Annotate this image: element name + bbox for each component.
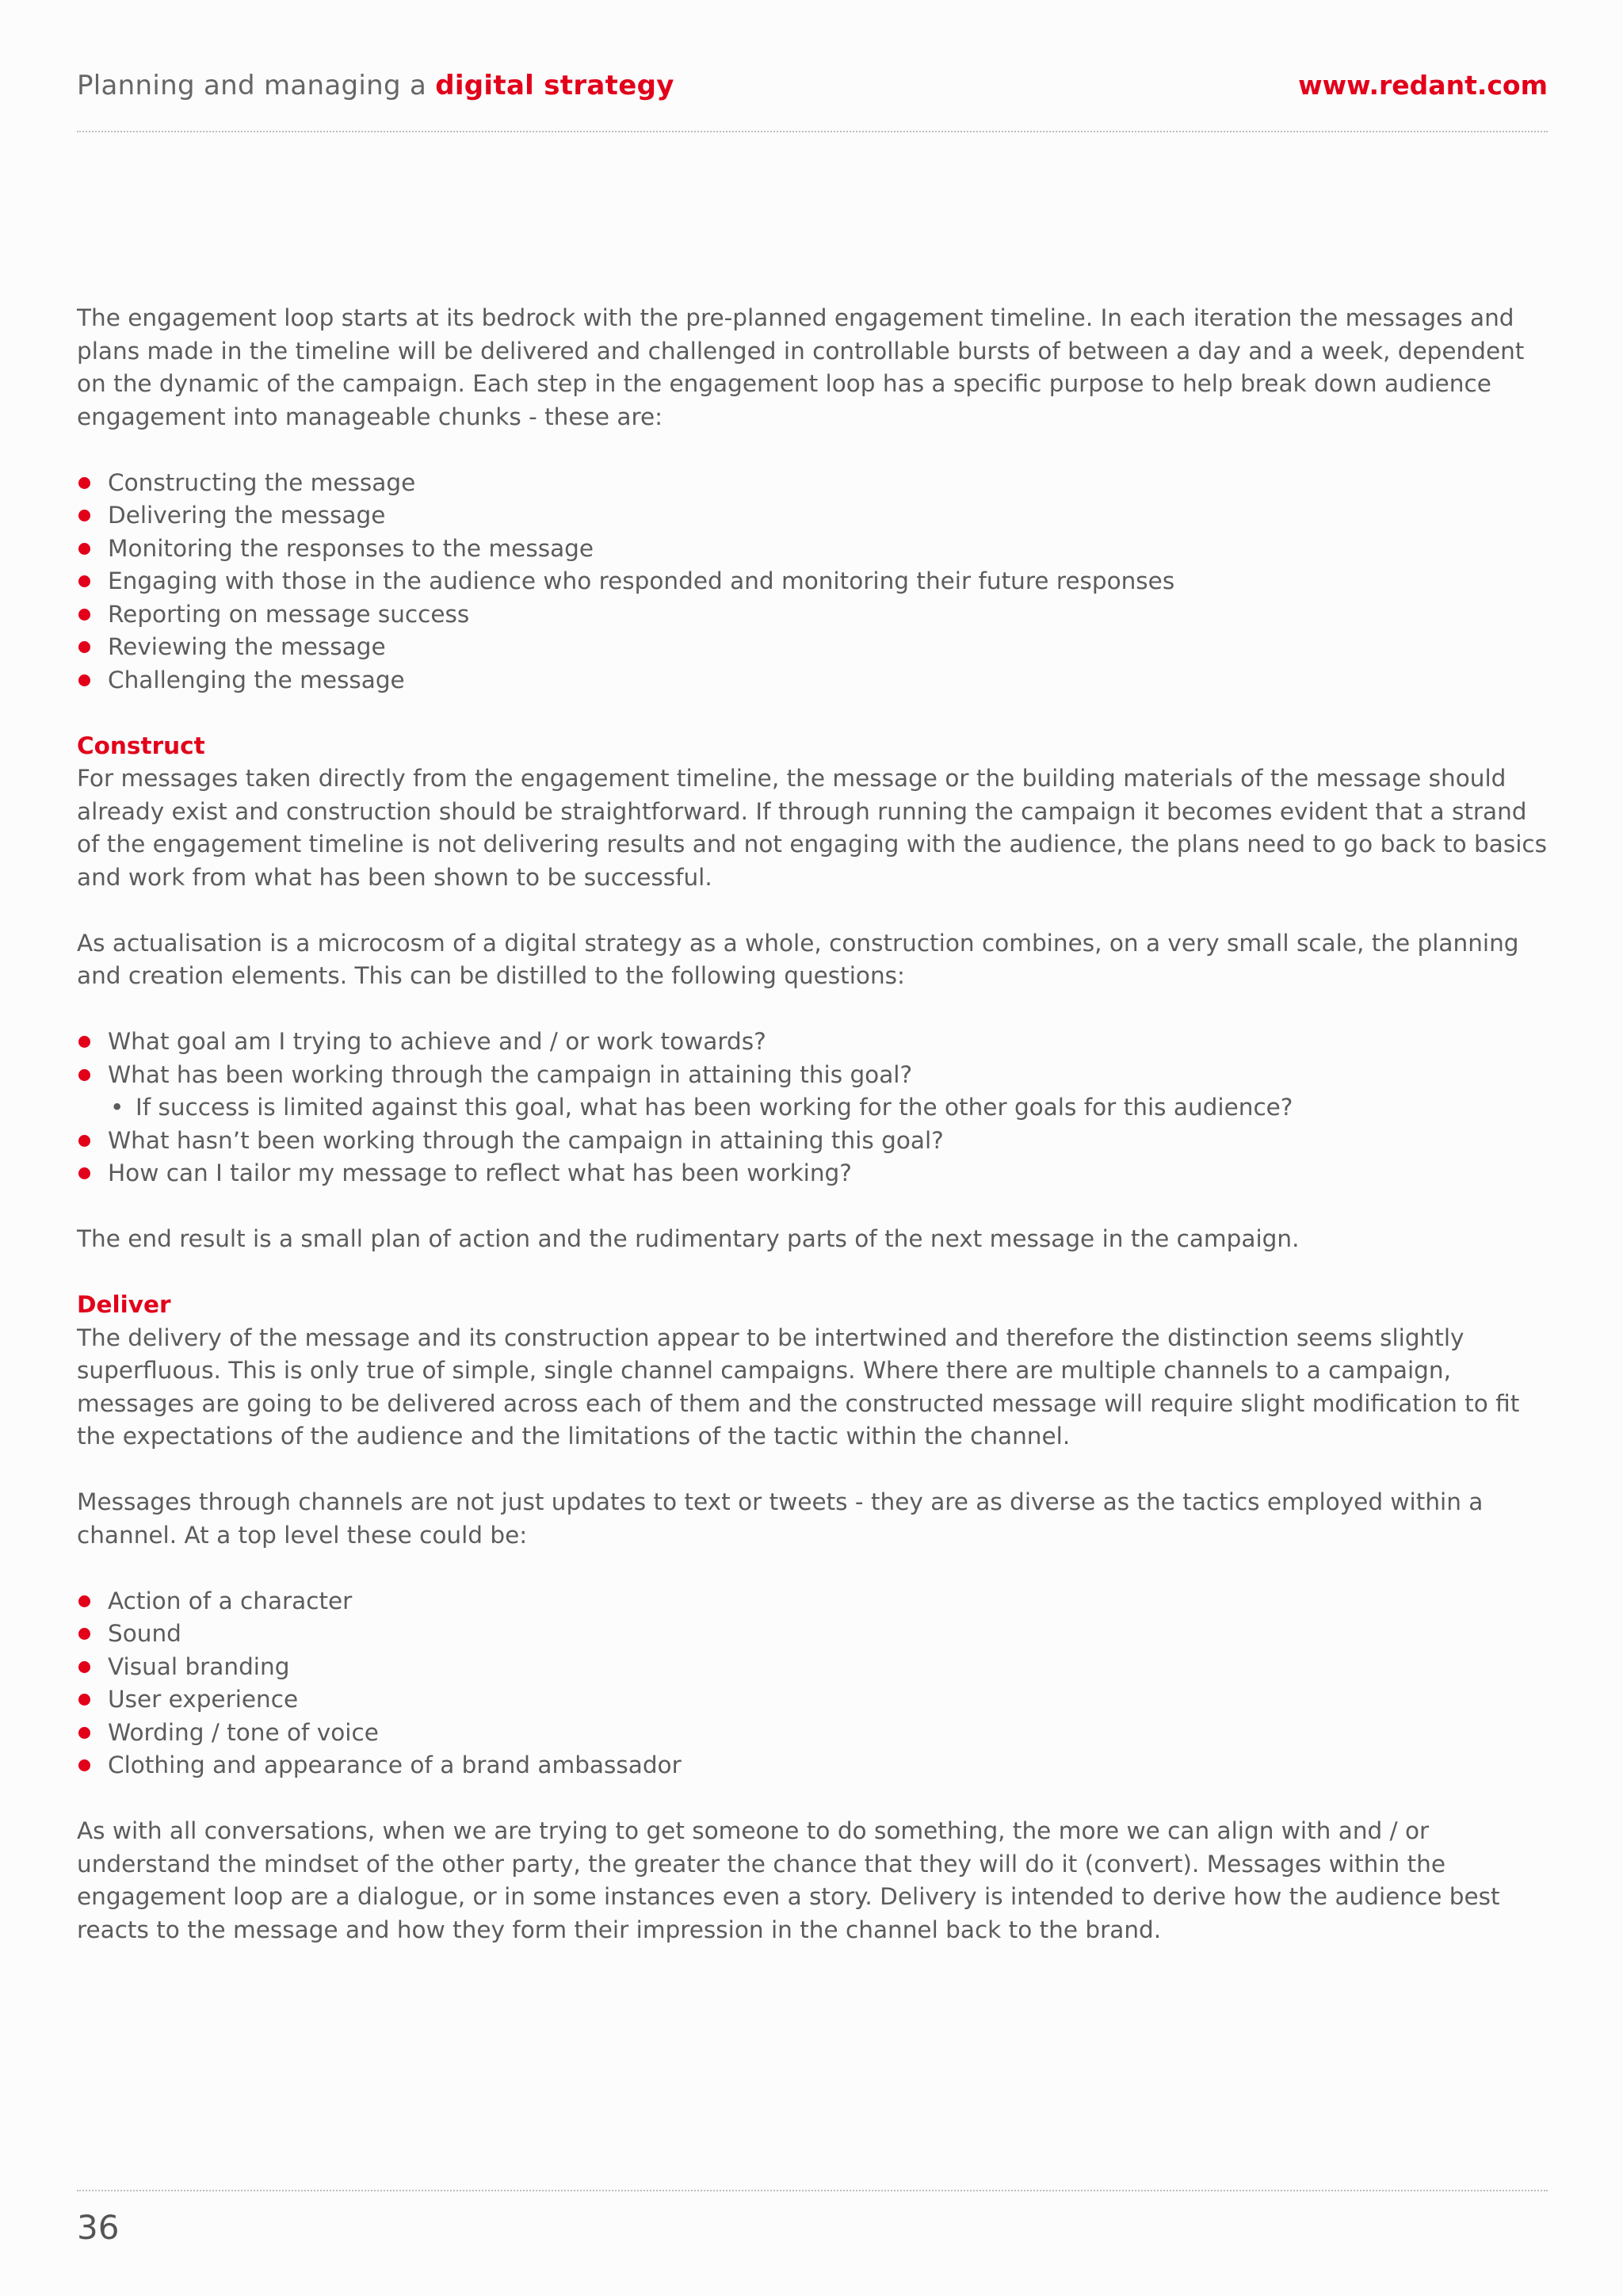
- list-item: [77, 1059, 1548, 1092]
- bullet-dot-icon: [78, 609, 90, 621]
- list-item-text: If success is limited against this goal, what has been working for the other goals for this audience?: [136, 1094, 1293, 1121]
- list-item-text: How can I tailor my message to reflect what has been working?: [108, 1159, 852, 1186]
- document-page: [77, 0, 1548, 2296]
- document-title-accent: digital strategy: [435, 70, 674, 101]
- list-item: [77, 1717, 1548, 1750]
- document-title: [77, 70, 674, 101]
- bullet-dot-icon: [78, 1036, 90, 1048]
- list-item: [77, 467, 1548, 500]
- header-divider: [77, 131, 1548, 132]
- footer-divider: [77, 2190, 1548, 2191]
- list-item-text: What hasn’t been working through the campaign in attaining this goal?: [108, 1126, 944, 1154]
- deliver-paragraph-3: As with all conversations, when we are trying to get someone to do something, the more we can align with and / or understand the mindset of the other party, the greater the chance that they will do it (convert). Messages within the engagement loop are a dialogue, or in some instances even a story. Delivery is intended to derive how the audience best reacts to the message and how they form their impression in the channel back to the brand.: [77, 1817, 1500, 1943]
- main-content: [77, 302, 1548, 1980]
- bullet-dot-icon: [78, 1135, 90, 1147]
- list-item: [77, 1749, 1548, 1782]
- list-item: [77, 1683, 1548, 1717]
- list-item: [77, 598, 1548, 632]
- deliver-paragraph-1: The delivery of the message and its construction appear to be intertwined and therefore the distinction seems slightly superfluous. This is only true of simple, single channel campaigns. Where there are multiple channels to a campaign, messages are going to be delivered across each of them and the constructed message will require slight modification to fit the expectations of the audience and the limitations of the tactic within the channel.: [77, 1324, 1520, 1450]
- page-number: 36: [77, 2208, 120, 2247]
- list-item: [77, 565, 1548, 598]
- list-item: [77, 1157, 1548, 1190]
- list-item: [77, 1618, 1548, 1651]
- bullet-dot-icon: [78, 1759, 90, 1771]
- list-item-text: What goal am I trying to achieve and / or work towards?: [108, 1028, 766, 1055]
- list-item: [77, 631, 1548, 664]
- page-header: [77, 70, 1548, 111]
- bullet-dot-icon: [78, 1069, 90, 1081]
- bullet-dot-icon: [78, 1628, 90, 1640]
- deliver-tactics-list: [77, 1585, 1548, 1782]
- deliver-heading: Deliver: [77, 1291, 171, 1318]
- bullet-dot-icon: [78, 1694, 90, 1706]
- construct-paragraph-1: For messages taken directly from the engagement timeline, the message or the building materials of the message should already exist and construction should be straightforward. If through running the campaign it becomes evident that a strand of the engagement timeline is not delivering results and not engaging with the audience, the plans need to go back to basics and work from what has been shown to be successful.: [77, 765, 1548, 891]
- bullet-dot-icon: [78, 1167, 90, 1179]
- document-title-prefix: Planning and managing a: [77, 70, 436, 101]
- list-item: [77, 1585, 1548, 1618]
- bullet-dot-icon: [78, 641, 90, 653]
- list-item-text: Clothing and appearance of a brand ambassador: [108, 1752, 682, 1778]
- list-item-text: User experience: [108, 1686, 299, 1713]
- list-item-text: Constructing the message: [108, 468, 416, 496]
- list-item-text: What has been working through the campaign in attaining this goal?: [108, 1060, 913, 1088]
- list-item-text: Monitoring the responses to the message: [108, 534, 594, 562]
- engagement-steps-list: [77, 467, 1548, 697]
- list-item-text: Sound: [108, 1620, 181, 1647]
- list-item: [77, 499, 1548, 533]
- bullet-dot-icon: [78, 1727, 90, 1739]
- bullet-dot-icon: [78, 510, 90, 521]
- list-item-text: Challenging the message: [108, 666, 405, 693]
- list-item-text: Delivering the message: [108, 502, 386, 529]
- bullet-dot-icon: [78, 575, 90, 587]
- list-item-text: Reviewing the message: [108, 633, 386, 660]
- list-item-text: Wording / tone of voice: [108, 1718, 379, 1746]
- bullet-dot-icon: [78, 477, 90, 489]
- list-item-text: Action of a character: [108, 1587, 353, 1614]
- list-item: [77, 1125, 1548, 1158]
- deliver-paragraph-2: Messages through channels are not just updates to text or tweets - they are as diverse as the tactics employed within a channel. At a top level these could be:: [77, 1488, 1484, 1549]
- list-item-text: Engaging with those in the audience who responded and monitoring their future responses: [108, 567, 1175, 594]
- list-item: [77, 664, 1548, 697]
- construct-questions-list: [77, 1026, 1548, 1190]
- website-link[interactable]: www.redant.com: [1298, 70, 1548, 101]
- list-item: [77, 1026, 1548, 1059]
- construct-heading: Construct: [77, 732, 205, 759]
- intro-paragraph: The engagement loop starts at its bedrock with the pre-planned engagement timeline. In each iteration the messages and plans made in the timeline will be delivered and challenged in controllable bursts of between a day and a week, dependent on the dynamic of the campaign. Each step in the engagement loop has a specific purpose to help break down audience engagement into manageable chunks - these are:: [77, 304, 1525, 430]
- construct-paragraph-2: As actualisation is a microcosm of a digital strategy as a whole, construction combines, on a very small scale, the planning and creation elements. This can be distilled to the following questions:: [77, 929, 1519, 989]
- construct-paragraph-3: The end result is a small plan of action and the rudimentary parts of the next message in the campaign.: [77, 1225, 1300, 1252]
- bullet-dot-icon: [78, 543, 90, 555]
- list-item-text: Reporting on message success: [108, 600, 470, 628]
- bullet-dot-icon: [78, 1661, 90, 1673]
- sub-list-item: [77, 1091, 1548, 1125]
- list-item: [77, 533, 1548, 566]
- bullet-dot-icon: [78, 674, 90, 686]
- list-item-text: Visual branding: [108, 1652, 290, 1680]
- bullet-dot-icon: [78, 1595, 90, 1607]
- list-item: [77, 1651, 1548, 1684]
- sub-bullet-icon: •: [110, 1094, 124, 1121]
